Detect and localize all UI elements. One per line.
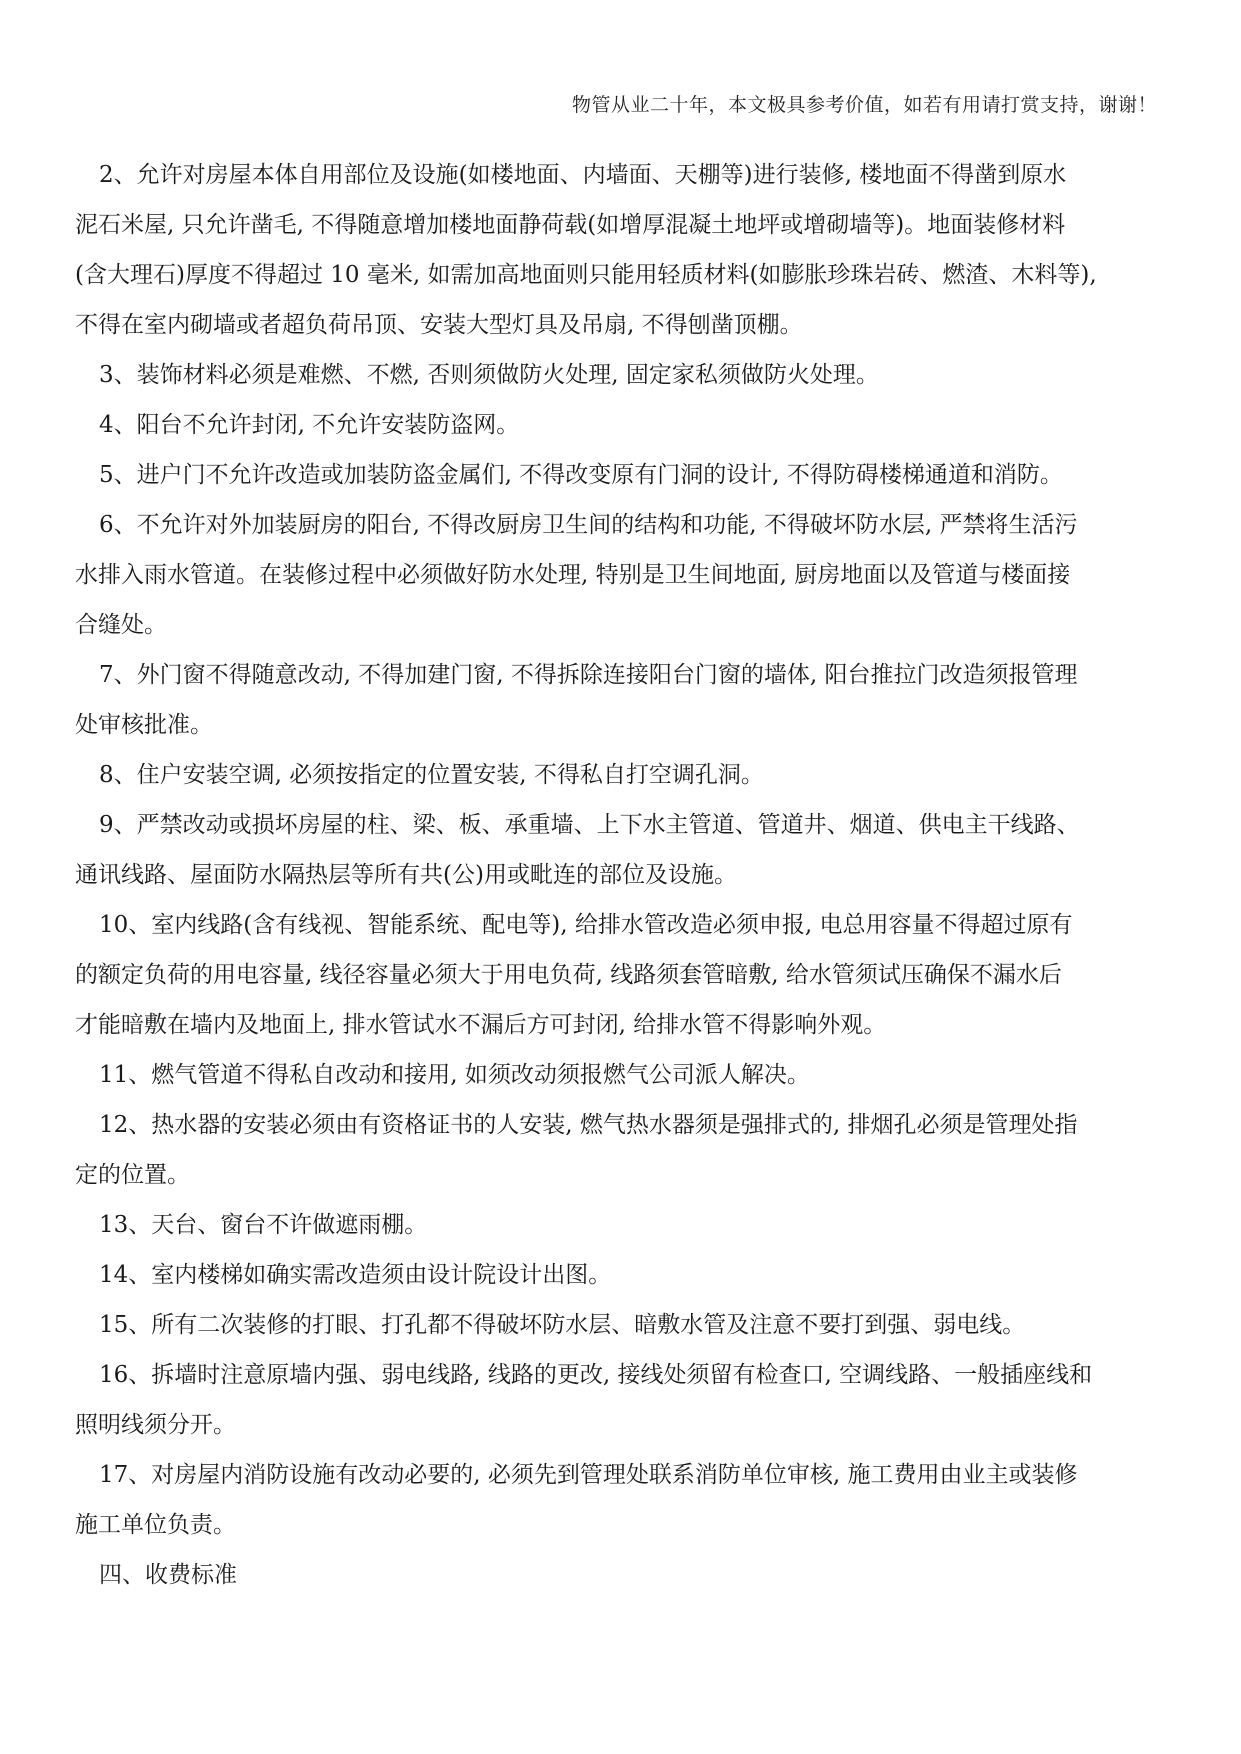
paragraph — [75, 1050, 1173, 1100]
section-heading-text: 四、收费标准 — [99, 1562, 237, 1588]
paragraph — [75, 1450, 1173, 1550]
document-body — [75, 150, 1173, 1600]
paragraph-line: 泥石米屋, 只允许凿毛, 不得随意增加楼地面静荷载(如增厚混凝土地坪或增砌墙等)。地面装修材料 — [75, 212, 1066, 238]
paragraph — [75, 650, 1173, 750]
paragraph — [75, 900, 1173, 1050]
paragraph — [75, 500, 1173, 650]
paragraph-line: 15、所有二次装修的打眼、打孔都不得破坏防水层、暗敷水管及注意不要打到强、弱电线。 — [99, 1312, 1026, 1338]
paragraph — [75, 1100, 1173, 1200]
paragraph — [75, 400, 1173, 450]
paragraph-line: 3、装饰材料必须是难燃、不燃, 否则须做防火处理, 固定家私须做防火处理。 — [99, 362, 879, 388]
paragraph-line: 17、对房屋内消防设施有改动必要的, 必须先到管理处联系消防单位审核, 施工费用由业主或装修 — [99, 1462, 1078, 1488]
paragraph-line: 11、燃气管道不得私自改动和接用, 如须改动须报燃气公司派人解决。 — [99, 1062, 810, 1088]
paragraph-line: 10、室内线路(含有线视、智能系统、配电等), 给排水管改造必须申报, 电总用容量不得超过原有 — [99, 912, 1073, 938]
paragraph-line: 的额定负荷的用电容量, 线径容量必须大于用电负荷, 线路须套管暗敷, 给水管须试压确保不漏水后 — [75, 962, 1062, 988]
paragraph — [75, 750, 1173, 800]
paragraph-line: 7、外门窗不得随意改动, 不得加建门窗, 不得拆除连接阳台门窗的墙体, 阳台推拉门改造须报管理 — [99, 662, 1078, 688]
paragraph-line: 6、不允许对外加装厨房的阳台, 不得改厨房卫生间的结构和功能, 不得破坏防水层, 严禁将生活污 — [99, 512, 1078, 538]
paragraph-line: 9、严禁改动或损坏房屋的柱、梁、板、承重墙、上下水主管道、管道井、烟道、供电主干线路、 — [99, 812, 1080, 838]
paragraph-line: 14、室内楼梯如确实需改造须由设计院设计出图。 — [99, 1262, 612, 1288]
paragraph-line: 16、拆墙时注意原墙内强、弱电线路, 线路的更改, 接线处须留有检查口, 空调线路、一般插座线和 — [99, 1362, 1093, 1388]
paragraph — [75, 1250, 1173, 1300]
paragraph-line: 13、天台、窗台不许做遮雨棚。 — [99, 1212, 428, 1238]
paragraph — [75, 1350, 1173, 1450]
paragraph-line: 4、阳台不允许封闭, 不允许安装防盗网。 — [99, 412, 520, 438]
section-heading — [75, 1550, 1173, 1600]
header-note: 物管从业二十年，本文极具参考价值，如若有用请打赏支持，谢谢！ — [571, 94, 1157, 116]
paragraph-line: 通讯线路、屋面防水隔热层等所有共(公)用或毗连的部位及设施。 — [75, 862, 737, 888]
paragraph-line: (含大理石)厚度不得超过 10 毫米, 如需加高地面则只能用轻质材料(如膨胀珍珠岩砖、燃渣、木料等), — [75, 262, 1097, 288]
paragraph — [75, 1200, 1173, 1250]
paragraph — [75, 150, 1173, 350]
paragraph-line: 2、允许对房屋本体自用部位及设施(如楼地面、内墙面、天棚等)进行装修, 楼地面不得凿到原水 — [99, 162, 1067, 188]
paragraph — [75, 350, 1173, 400]
paragraph-line: 12、热水器的安装必须由有资格证书的人安装, 燃气热水器须是强排式的, 排烟孔必须是管理处指 — [99, 1112, 1078, 1138]
paragraph — [75, 450, 1173, 500]
paragraph-line: 才能暗敷在墙内及地面上, 排水管试水不漏后方可封闭, 给排水管不得影响外观。 — [75, 1012, 887, 1038]
paragraph-line: 5、进户门不允许改造或加装防盗金属们, 不得改变原有门洞的设计, 不得防碍楼梯通道和消防。 — [99, 462, 1063, 488]
paragraph-line: 定的位置。 — [75, 1162, 190, 1188]
paragraph-line: 合缝处。 — [75, 612, 167, 638]
paragraph-line: 8、住户安装空调, 必须按指定的位置安装, 不得私自打空调孔洞。 — [99, 762, 764, 788]
paragraph-line: 不得在室内砌墙或者超负荷吊顶、安装大型灯具及吊扇, 不得刨凿顶棚。 — [75, 312, 803, 338]
paragraph-line: 水排入雨水管道。在装修过程中必须做好防水处理, 特别是卫生间地面, 厨房地面以及管道与楼面接 — [75, 562, 1071, 588]
paragraph — [75, 1300, 1173, 1350]
paragraph-line: 照明线须分开。 — [75, 1412, 236, 1438]
paragraph — [75, 800, 1173, 900]
paragraph-line: 处审核批准。 — [75, 712, 213, 738]
paragraph-line: 施工单位负责。 — [75, 1512, 236, 1538]
